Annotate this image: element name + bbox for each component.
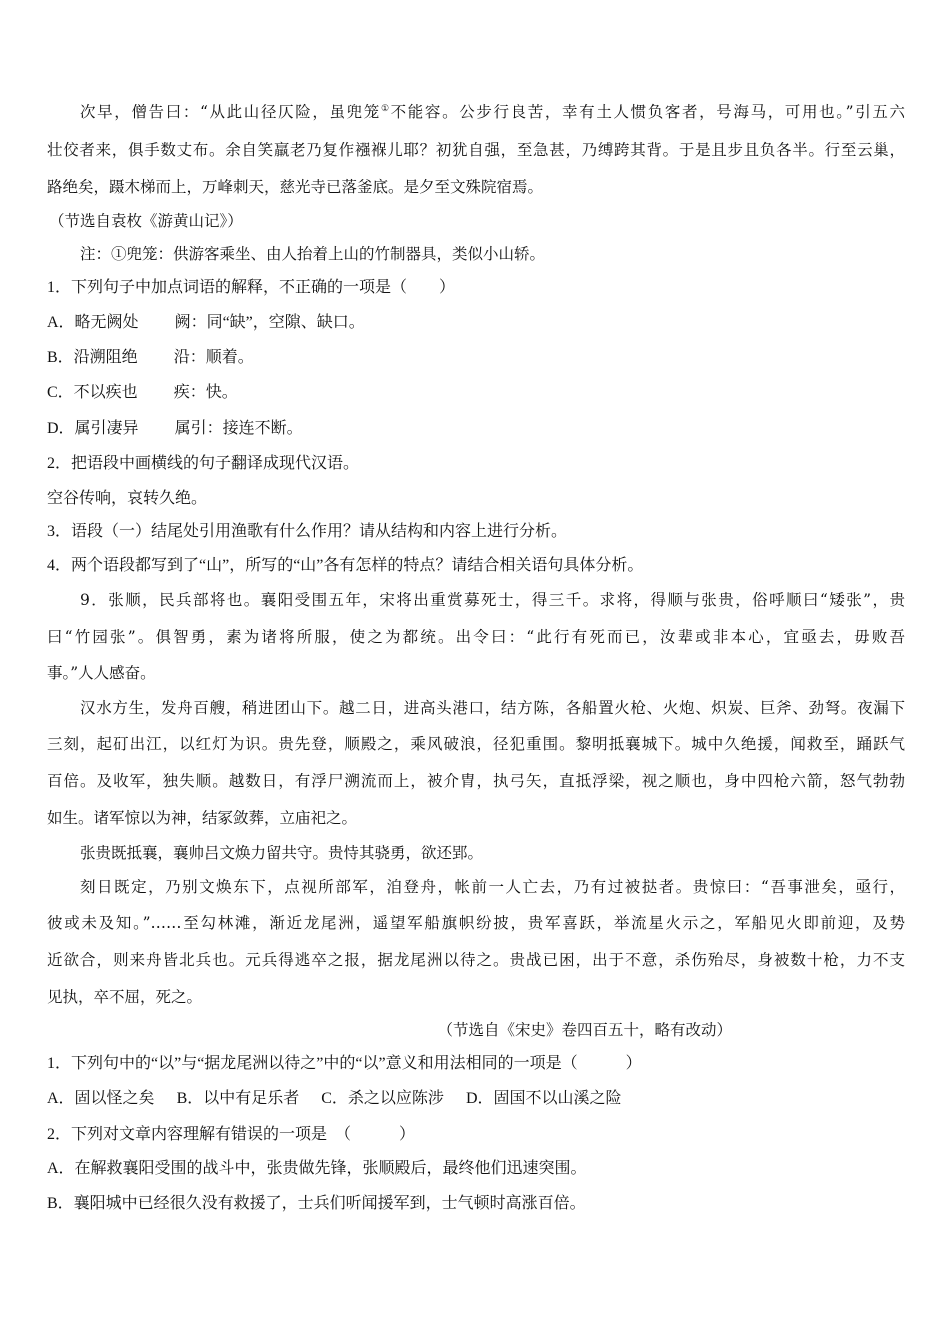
question1-2-stem: 2．把语段中画横线的句子翻译成现代汉语。: [47, 455, 360, 472]
question1-3-stem: 3．语段（一）结尾处引用渔歌有什么作用？请从结构和内容上进行分析。: [47, 523, 568, 540]
passage2-line-10: 彼或未及知。”……至勾林滩，渐近龙尾洲，遥望军船旗帜纷披，贵军喜跃，举流星火示之，军船见火即前迎，及势: [47, 914, 905, 932]
question2-2-option-b: B．襄阳城中已经很久没有救援了，士兵们听闻援军到，士气顿时高涨百倍。: [47, 1195, 586, 1212]
footnote-marker: ①: [380, 103, 391, 114]
question1-4-stem: 4．两个语段都写到了“山”，所写的“山”各有怎样的特点？请结合相关语句具体分析。: [47, 557, 644, 574]
question1-2-sentence: 空谷传响，哀转久绝。: [47, 490, 208, 507]
question2-1-option-b: B．以中有足乐者: [176, 1090, 300, 1107]
question1-1-option-b: B．沿溯阻绝 沿：顺着。: [47, 349, 254, 366]
passage1-note: 注：①兜笼：供游客乘坐、由人抬着上山的竹制器具，类似小山轿。: [80, 245, 546, 263]
question1-1-option-a: A．略无阙处 阙：同“缺”，空隙、缺口。: [47, 314, 365, 331]
question2-1-option-a: A．固以怪之矣: [47, 1090, 155, 1107]
passage1-line-3: 路绝矣，蹑木梯而上，万峰刺天，慈光寺已落釜底。是夕至文殊院宿焉。: [47, 178, 544, 196]
passage1-line-1: 次早，僧告曰：“从此山径仄险，虽兜笼①不能容。公步行良苦，幸有土人惯负客者，号海马，可用也。”引五六: [80, 103, 905, 121]
passage2-line-2: 曰“竹园张”。俱智勇，素为诸将所服，使之为都统。出令曰：“此行有死而已，汝辈或非本心，宜亟去，毋败吾: [47, 628, 905, 646]
passage2-line-9: 刻日既定，乃别文焕东下，点视所部军，洎登舟，帐前一人亡去，乃有过被挞者。贵惊曰：“吾事泄矣，亟行，: [80, 878, 905, 896]
question1-1-option-d: D．属引凄异 属引：接连不断。: [47, 420, 303, 437]
passage1-line-2: 壮佼者来，俱手数丈布。余自笑羸老乃复作襁褓儿耶？初犹自强，至急甚，乃缚跨其背。于是且步且负各半。行至云巢，: [47, 141, 905, 159]
question2-2-stem: 2．下列对文章内容理解有错误的一项是 （ ）: [47, 1126, 416, 1143]
passage2-line-12: 见执，卒不屈，死之。: [47, 988, 203, 1006]
passage2-line-4: 汉水方生，发舟百艘，稍进团山下。越二日，进高头港口，结方陈，各船置火枪、火炮、炽炭、巨斧、劲弩。夜漏下: [80, 699, 905, 717]
question1-1-stem: 1．下列句子中加点词语的解释，不正确的一项是（ ）: [47, 279, 456, 296]
question2-1-option-d: D．固国不以山溪之险: [465, 1090, 622, 1107]
passage2-source: （节选自《宋史》卷四百五十，略有改动）: [437, 1021, 732, 1039]
question2-1-option-c: C．杀之以应陈涉: [321, 1090, 444, 1107]
question2-1-stem: 1．下列句中的“以”与“据龙尾洲以待之”中的“以”意义和用法相同的一项是（ ）: [47, 1055, 642, 1072]
passage2-line-11: 近欲合，则来舟皆北兵也。元兵得逃卒之报，据龙尾洲以待之。贵战已困，出于不意，杀伤殆尽，身被数十枪，力不支: [47, 951, 905, 969]
question1-1-option-c: C．不以疾也 疾：快。: [47, 384, 238, 401]
passage1-source: （节选自袁枚《游黄山记》）: [49, 212, 243, 230]
passage2-line-1: 9．张顺，民兵部将也。襄阳受围五年，宋将出重赏募死士，得三千。求将，得顺与张贵，俗呼顺曰“矮张”，贵: [80, 591, 905, 609]
question2-2-option-a: A．在解救襄阳受围的战斗中，张贵做先锋，张顺殿后，最终他们迅速突围。: [47, 1160, 587, 1177]
passage2-line-6: 百倍。及收军，独失顺。越数日，有浮尸溯流而上，被介胄，执弓矢，直抵浮梁，视之顺也，身中四枪六箭，怒气勃勃: [47, 772, 905, 790]
passage2-line-7: 如生。诸军惊以为神，结冢敛葬，立庙祀之。: [47, 809, 358, 827]
question2-1-options: [47, 1089, 622, 1109]
passage2-line-3: 事。”人人感奋。: [47, 664, 156, 682]
passage2-line-5: 三刻，起矴出江，以红灯为识。贵先登，顺殿之，乘风破浪，径犯重围。黎明抵襄城下。城中久绝援，闻救至，踊跃气: [47, 735, 905, 753]
passage2-line-8: 张贵既抵襄，襄帅吕文焕力留共守。贵恃其骁勇，欲还郢。: [80, 844, 484, 862]
